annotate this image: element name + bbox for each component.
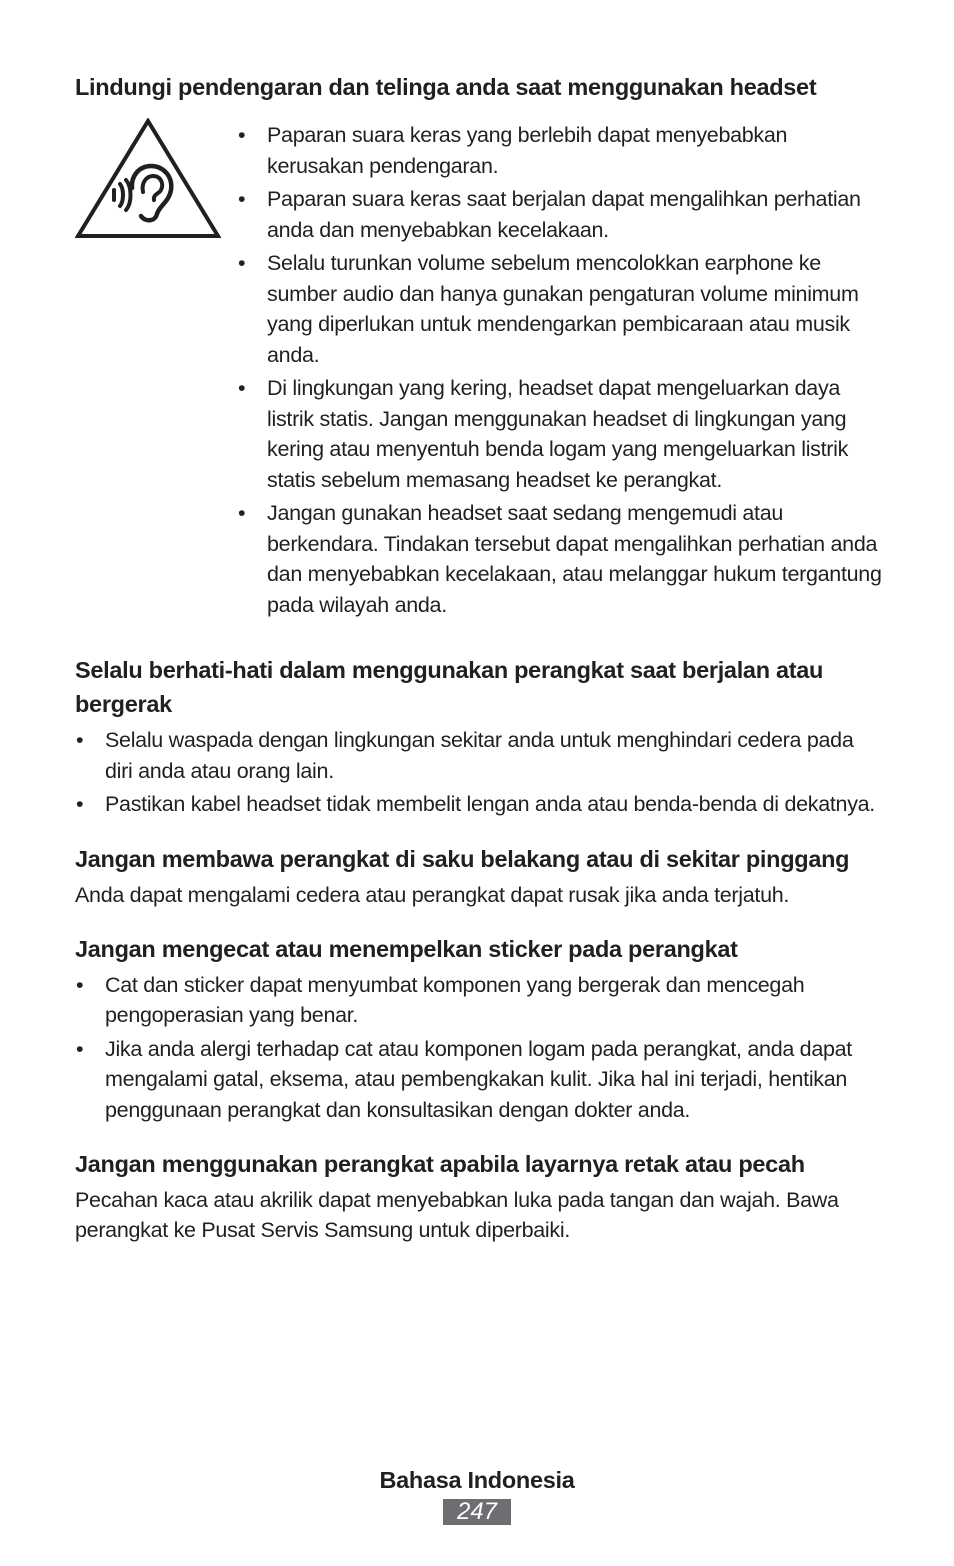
page-number: 247: [443, 1499, 511, 1525]
section-text: Pecahan kaca atau akrilik dapat menyebabkan luka pada tangan dan wajah. Bawa perangkat ke Pusat Servis Samsung untuk diperbaiki.: [75, 1188, 839, 1242]
warning-row: [75, 120, 885, 623]
section-text: Anda dapat mengalami cedera atau perangkat dapat rusak jika anda terjatuh.: [75, 882, 790, 907]
list-item: • Selalu waspada dengan lingkungan sekitar anda untuk menghindari cedera pada diri anda atau orang lain.: [75, 725, 885, 786]
list-item: • Paparan suara keras saat berjalan dapat mengalihkan perhatian anda dan menyebabkan kecelakaan.: [237, 184, 885, 245]
section-walking-caution: [75, 653, 885, 820]
hearing-warning-icon: [75, 118, 221, 240]
paint-bullet-list: [75, 970, 885, 1126]
list-item: • Di lingkungan yang kering, headset dapat mengeluarkan daya listrik statis. Jangan menggunakan headset di lingkungan yang kering atau menyentuh benda logam yang mengeluarkan listrik statis sebelum memasang headset ke perangkat.: [237, 373, 885, 495]
section-hearing-protection: [75, 70, 885, 623]
page-footer: [0, 1463, 954, 1525]
section-heading: Selalu berhati-hati dalam menggunakan perangkat saat berjalan atau bergerak: [75, 657, 824, 717]
footer-language: Bahasa Indonesia: [379, 1467, 575, 1493]
section-back-pocket: [75, 842, 885, 910]
section-cracked-screen: [75, 1147, 885, 1245]
list-item: • Paparan suara keras yang berlebih dapat menyebabkan kerusakan pendengaran.: [237, 120, 885, 181]
section-heading: Jangan membawa perangkat di saku belakang atau di sekitar pinggang: [75, 845, 850, 872]
list-item: • Selalu turunkan volume sebelum mencolokkan earphone ke sumber audio dan hanya gunakan pengaturan volume minimum yang diperlukan untuk mendengarkan pembicaraan atau musik anda.: [237, 248, 885, 370]
list-item: • Jangan gunakan headset saat sedang mengemudi atau berkendara. Tindakan tersebut dapat mengalihkan perhatian anda dan menyebabkan kecelakaan, atau melanggar hukum tergantung pada wilayah anda.: [237, 498, 885, 620]
section-heading: Jangan mengecat atau menempelkan sticker pada perangkat: [75, 935, 738, 962]
section-no-paint-sticker: [75, 932, 885, 1126]
document-page: [75, 70, 885, 1267]
walking-bullet-list: [75, 725, 885, 820]
list-item: • Cat dan sticker dapat menyumbat komponen yang bergerak dan mencegah pengoperasian yang benar.: [75, 970, 885, 1031]
section-heading: Lindungi pendengaran dan telinga anda saat menggunakan headset: [75, 74, 817, 100]
section-heading: Jangan menggunakan perangkat apabila layarnya retak atau pecah: [75, 1151, 805, 1177]
list-item: • Jika anda alergi terhadap cat atau komponen logam pada perangkat, anda dapat mengalami gatal, eksema, atau pembengkakan kulit. Jika hal ini terjadi, hentikan penggunaan perangkat dan konsultasikan dengan dokter anda.: [75, 1034, 885, 1126]
list-item: • Pastikan kabel headset tidak membelit lengan anda atau benda-benda di dekatnya.: [75, 789, 885, 820]
hearing-bullet-list: [237, 120, 885, 623]
